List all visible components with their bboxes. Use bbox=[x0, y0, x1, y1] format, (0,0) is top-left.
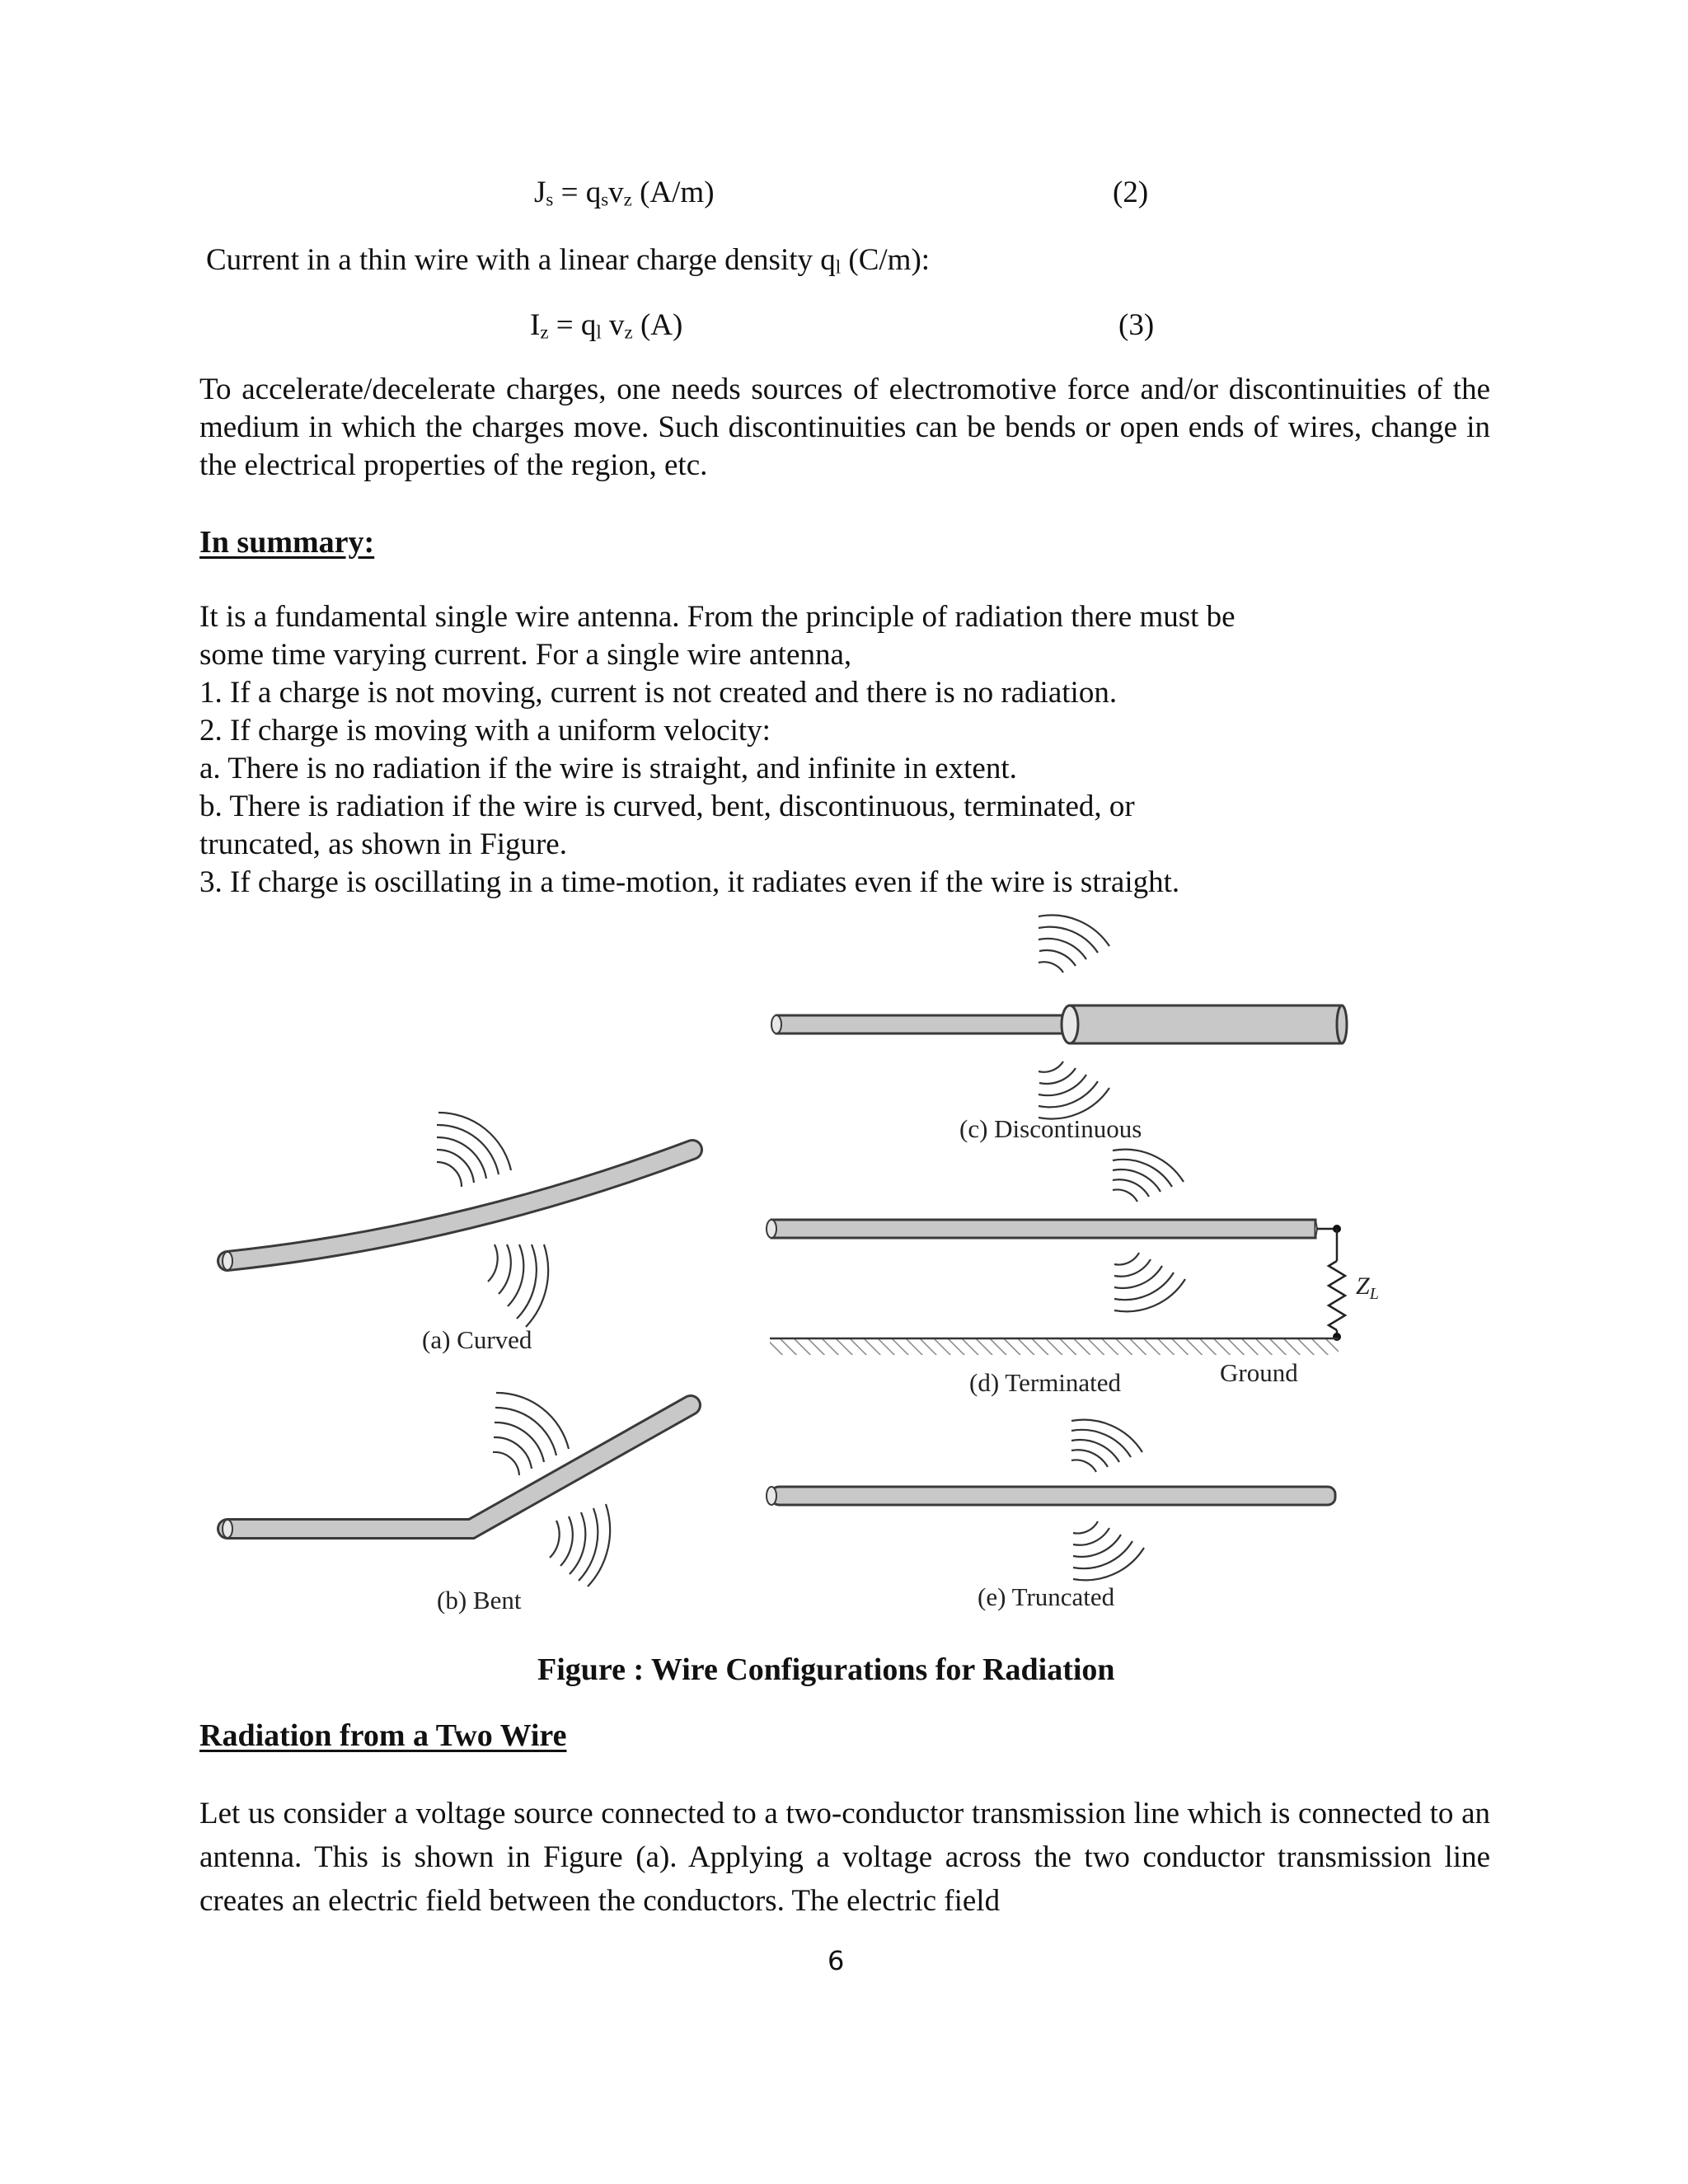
eq3-rhs: (A) bbox=[632, 308, 683, 342]
load-label-sub: L bbox=[1369, 1285, 1379, 1303]
summary-line: 2. If charge is moving with a uniform velocity: bbox=[199, 714, 771, 748]
eq3-mid1-sub: l bbox=[596, 321, 602, 343]
label-bent: (b) Bent bbox=[437, 1586, 522, 1615]
label-discontinuous: (c) Discontinuous bbox=[959, 1114, 1142, 1143]
summary-line: some time varying current. For a single wire antenna, bbox=[199, 638, 852, 672]
eq3-lhs-sub: z bbox=[540, 321, 549, 343]
eq3-mid2: v bbox=[601, 308, 625, 342]
eq2-rhs: (A/m) bbox=[631, 176, 715, 209]
terminated-wire bbox=[767, 1220, 1345, 1341]
eq2-lhs-sub: s bbox=[546, 189, 554, 210]
two-wire-paragraph: Let us consider a voltage source connected to a two-conductor transmission line which is connected to an antenna. This is shown in Figure (a). Applying a voltage across the two conductor transmission line creates an electric field between the conductors. The electric field bbox=[199, 1797, 1490, 1918]
label-curved: (a) Curved bbox=[422, 1325, 532, 1354]
label-ground: Ground bbox=[1220, 1358, 1298, 1387]
intro-after: (C/m): bbox=[841, 243, 931, 277]
eq3-mid2-sub: z bbox=[624, 321, 633, 343]
equation-3-number: (3) bbox=[1118, 308, 1155, 342]
curved-wire bbox=[223, 1150, 692, 1270]
eq3-lhs: I bbox=[530, 308, 541, 342]
eq2-lhs: J bbox=[534, 176, 546, 209]
figure-caption: Figure : Wire Configurations for Radiation bbox=[537, 1652, 1115, 1687]
two-wire-heading: Radiation from a Two Wire bbox=[199, 1718, 567, 1753]
eq2-mid1: = q bbox=[553, 176, 602, 209]
ground-plane bbox=[770, 1338, 1339, 1355]
summary-heading: In summary: bbox=[199, 525, 375, 560]
summary-line: truncated, as shown in Figure. bbox=[199, 827, 567, 861]
summary-line: 3. If charge is oscillating in a time-motion, it radiates even if the wire is straight. bbox=[199, 865, 1180, 899]
discontinuity-paragraph: To accelerate/decelerate charges, one needs sources of electromotive force and/or discontinuities of the medium in which the charges move. Such discontinuities can be bends or open ends of wires, change in the electrical properties of the region, etc. bbox=[199, 373, 1490, 482]
equation-2-number: (2) bbox=[1113, 176, 1149, 209]
summary-line: b. There is radiation if the wire is curved, bent, discontinuous, terminated, or bbox=[199, 790, 1135, 823]
page-number: 6 bbox=[828, 1945, 845, 1976]
summary-line: a. There is no radiation if the wire is straight, and infinite in extent. bbox=[199, 752, 1017, 785]
discontinuous-wire bbox=[771, 1005, 1347, 1043]
intro-sub: l bbox=[835, 256, 842, 278]
eq2-mid2: v bbox=[608, 176, 624, 209]
bent-wire bbox=[223, 1405, 691, 1538]
label-truncated: (e) Truncated bbox=[978, 1582, 1115, 1611]
load-impedance-label bbox=[1356, 1272, 1379, 1303]
summary-line: It is a fundamental single wire antenna. From the principle of radiation there must be bbox=[199, 600, 1236, 634]
eq2-mid1-sub: s bbox=[601, 189, 609, 210]
label-terminated: (d) Terminated bbox=[969, 1368, 1122, 1397]
intro-before: Current in a thin wire with a linear charge density q bbox=[206, 243, 836, 277]
truncated-wire bbox=[767, 1487, 1335, 1505]
load-label-main: Z bbox=[1356, 1272, 1370, 1300]
eq2-mid2-sub: z bbox=[623, 189, 632, 210]
eq3-mid1: = q bbox=[548, 308, 597, 342]
summary-line: 1. If a charge is not moving, current is not created and there is no radiation. bbox=[199, 676, 1118, 710]
